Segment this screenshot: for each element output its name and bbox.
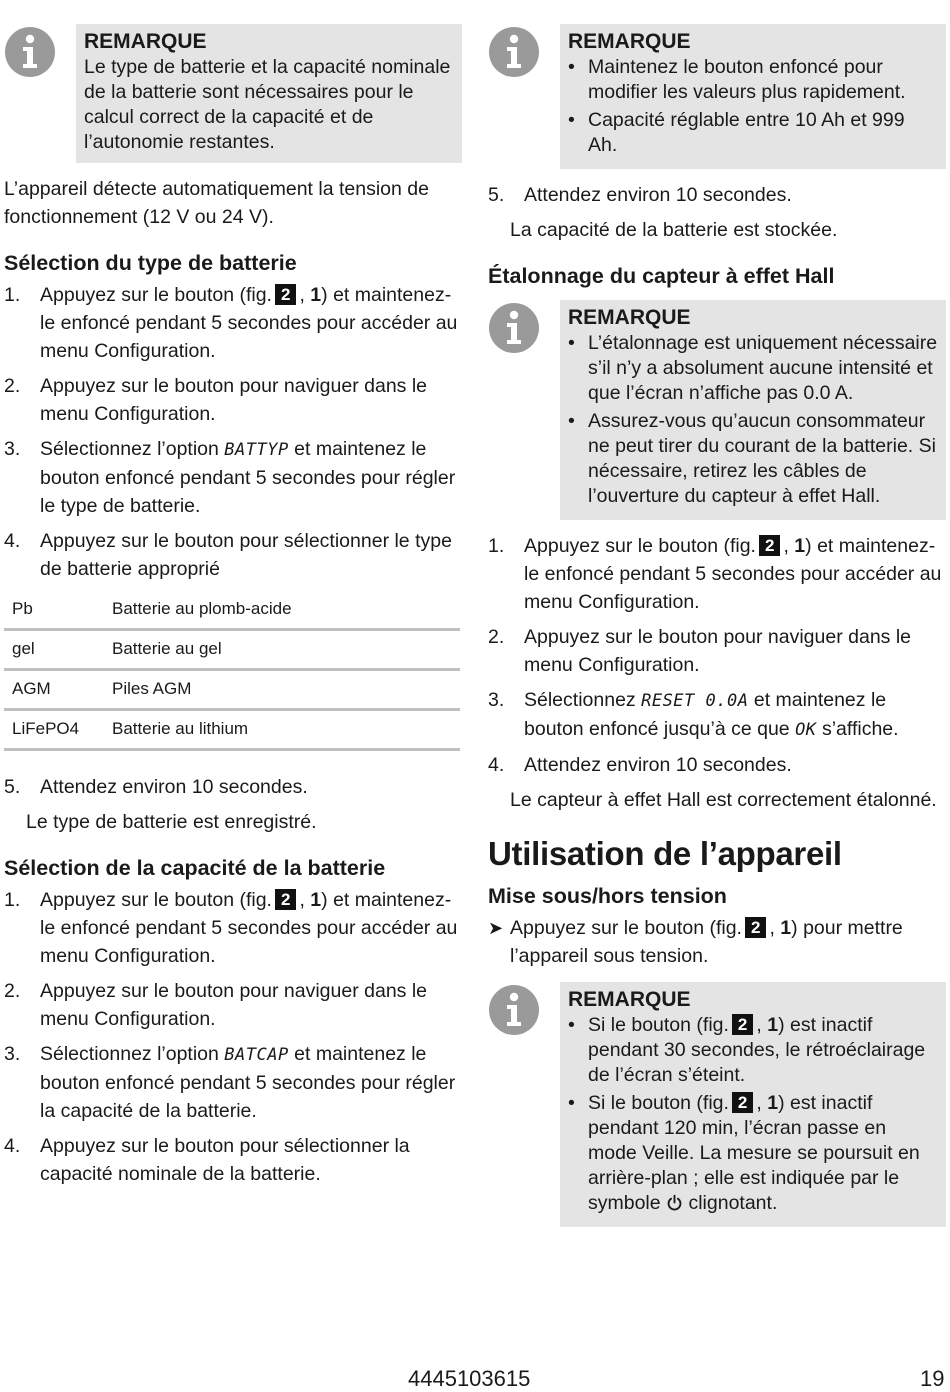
note-bullets — [568, 331, 938, 509]
battery-type-table — [4, 591, 460, 751]
right-column — [488, 24, 946, 1227]
power-icon — [666, 1194, 683, 1211]
list-item: 2. Appuyez sur le bouton pour naviguer dans le menu Configuration. — [4, 980, 428, 1030]
steps-capacity-cont — [488, 181, 946, 209]
steps-battery-capacity — [4, 886, 462, 1188]
lcd-text: RESET 0.0A — [641, 691, 749, 711]
intro-text: L’appareil détecte automatiquement la tension de fonctionnement (12 V ou 24 V). — [4, 178, 429, 228]
note-power — [488, 982, 946, 1227]
heading-battery-capacity: Sélection de la capacité de la batterie — [4, 856, 386, 880]
list-item: 2. Appuyez sur le bouton pour naviguer dans le menu Configuration. — [4, 375, 428, 425]
list-item: 1. Appuyez sur le bouton (fig. 2 , 1) et maintenez-le enfoncé pendant 5 secondes pour accéder au menu Configuration. — [4, 889, 458, 967]
info-icon — [488, 302, 540, 354]
list-item: 2. Appuyez sur le bouton pour naviguer dans le menu Configuration. — [488, 626, 912, 676]
heading-using-device: Utilisation de l’appareil — [488, 835, 842, 872]
steps-hall-calibration — [488, 532, 946, 779]
list-item: • L’étalonnage est uniquement nécessaire s’il n’y a absolument aucune intensité et que l’écran n’affiche pas 0.0 A. — [588, 331, 938, 406]
info-icon — [488, 26, 540, 78]
arrow-right-icon: ➤ — [488, 918, 504, 938]
table-row: gel Batterie au gel — [4, 630, 460, 670]
note-bullets — [568, 1013, 938, 1216]
steps-battery-type — [4, 281, 462, 583]
note-capacity — [488, 24, 946, 169]
list-item: 4. Appuyez sur le bouton pour sélectionner le type de batterie approprié — [4, 530, 452, 580]
steps-battery-type-cont — [4, 773, 462, 801]
list-item: 1. Appuyez sur le bouton (fig. 2 , 1) et maintenez-le enfoncé pendant 5 secondes pour accéder au menu Configuration. — [488, 535, 942, 613]
page-number: 19 — [920, 1366, 945, 1391]
note-title: REMARQUE — [568, 306, 691, 329]
figure-ref-badge: 2 — [732, 1092, 753, 1113]
left-column — [4, 24, 462, 1195]
table-row: Pb Batterie au plomb-acide — [4, 591, 460, 630]
lcd-text: OK — [795, 720, 817, 740]
document-number: 4445103615 — [408, 1366, 531, 1391]
info-icon — [4, 26, 56, 78]
note-box — [76, 24, 462, 163]
instruction-power-on: ➤ Appuyez sur le bouton (fig. 2 , 1) pour mettre l’appareil sous tension. — [488, 914, 946, 970]
heading-power-on-off: Mise sous/hors tension — [488, 884, 727, 908]
note-box — [560, 24, 946, 169]
list-item: • Capacité réglable entre 10 Ah et 999 Ah. — [588, 108, 938, 158]
info-icon — [488, 984, 540, 1036]
note-title: REMARQUE — [84, 30, 207, 53]
note-title: REMARQUE — [568, 988, 691, 1011]
table-row: LiFePO4 Batterie au lithium — [4, 710, 460, 750]
list-item: 3. Sélectionnez l’option BATCAP et maintenez le bouton enfoncé pendant 5 secondes pour régler la capacité de la batterie. — [4, 1043, 456, 1122]
note-calibration — [488, 300, 946, 520]
heading-hall-calibration: Étalonnage du capteur à effet Hall — [488, 264, 835, 288]
lcd-text: BATCAP — [224, 1045, 289, 1065]
result-text: Le type de batterie est enregistré. — [26, 811, 317, 833]
table-row: AGM Piles AGM — [4, 670, 460, 710]
list-item: 5. Attendez environ 10 secondes. — [4, 776, 308, 798]
list-item: • Si le bouton (fig. 2 , 1) est inactif pendant 120 min, l’écran passe en mode Veille. La mesure se poursuit en arrière-plan ; elle est indiquée par le symbole clignotant. — [588, 1091, 938, 1216]
figure-ref-badge: 2 — [275, 889, 296, 910]
note-bullets — [568, 55, 938, 158]
heading-battery-type: Sélection du type de batterie — [4, 251, 297, 275]
note-title: REMARQUE — [568, 30, 691, 53]
note-text: Le type de batterie et la capacité nominale de la batterie sont nécessaires pour le calcul correct de la capacité et de l’autonomie restantes. — [84, 56, 451, 153]
result-text: Le capteur à effet Hall est correctement étalonné. — [510, 789, 937, 811]
note-battery-info — [4, 24, 462, 163]
list-item: • Assurez-vous qu’aucun consommateur ne peut tirer du courant de la batterie. Si nécessaire, retirez les câbles de l’ouverture du capteur à effet Hall. — [588, 409, 938, 509]
note-box — [560, 982, 946, 1227]
note-box — [560, 300, 946, 520]
list-item: 1. Appuyez sur le bouton (fig. 2 , 1) et maintenez-le enfoncé pendant 5 secondes pour accéder au menu Configuration. — [4, 284, 458, 362]
figure-ref-badge: 2 — [745, 917, 766, 938]
list-item: • Maintenez le bouton enfoncé pour modifier les valeurs plus rapidement. — [588, 55, 938, 105]
list-item: 4. Attendez environ 10 secondes. — [488, 754, 792, 776]
figure-ref-badge: 2 — [759, 535, 780, 556]
lcd-text: BATTYP — [224, 440, 289, 460]
list-item: 4. Appuyez sur le bouton pour sélectionner la capacité nominale de la batterie. — [4, 1135, 410, 1185]
list-item: • Si le bouton (fig. 2 , 1) est inactif pendant 30 secondes, le rétroéclairage de l’écran s’éteint. — [588, 1013, 938, 1088]
figure-ref-badge: 2 — [275, 284, 296, 305]
figure-ref-badge: 2 — [732, 1014, 753, 1035]
list-item: 3. Sélectionnez RESET 0.0A et maintenez le bouton enfoncé jusqu’à ce que OK s’affiche. — [488, 689, 899, 740]
result-text: La capacité de la batterie est stockée. — [510, 219, 838, 241]
list-item: 3. Sélectionnez l’option BATTYP et maintenez le bouton enfoncé pendant 5 secondes pour régler le type de batterie. — [4, 438, 456, 517]
list-item: 5. Attendez environ 10 secondes. — [488, 184, 792, 206]
